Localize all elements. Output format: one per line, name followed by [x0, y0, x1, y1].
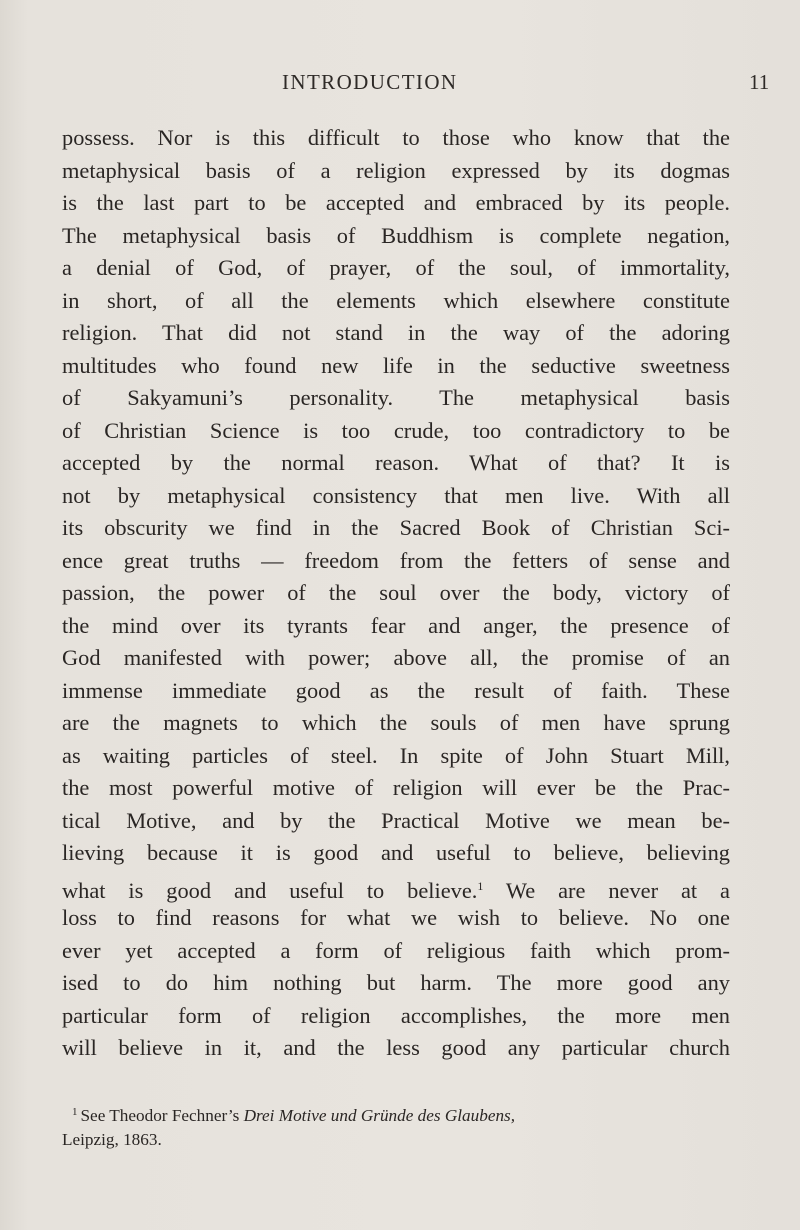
text-line: immense immediate good as the result of faith. These: [62, 677, 730, 703]
text-line: the mind over its tyrants fear and anger, the presence of: [62, 612, 730, 638]
text-segment: what is good and useful to believe.: [62, 877, 478, 903]
text-line: the most powerful motive of religion will ever be the Prac-: [62, 775, 730, 800]
text-line: ever yet accepted a form of religious faith which prom-: [62, 937, 730, 963]
text-line: possess. Nor is this difficult to those who know that the: [62, 125, 730, 150]
page-number: 11: [749, 70, 770, 94]
text-line: a denial of God, of prayer, of the soul, of immortality,: [62, 255, 730, 280]
text-line: metaphysical basis of a religion expressed by its dogmas: [62, 157, 730, 183]
text-line: loss to find reasons for what we wish to believe. No one: [62, 905, 730, 930]
footnote-reference[interactable]: 1: [477, 878, 484, 893]
footnote-line: [62, 1100, 730, 1128]
text-line: ence great truths — freedom from the fetters of sense and: [62, 547, 730, 573]
text-line: tical Motive, and by the Practical Motive we mean be-: [62, 807, 730, 833]
text-line: multitudes who found new life in the seductive sweetness: [62, 352, 730, 378]
text-line: its obscurity we find in the Sacred Book of Christian Sci-: [62, 515, 730, 540]
text-line: particular form of religion accomplishes, the more men: [62, 1002, 730, 1028]
text-line-with-footnote-ref: [62, 870, 730, 903]
footnote-prefix: See Theodor Fechner’s: [80, 1106, 244, 1125]
text-segment: We are never at a: [483, 877, 730, 903]
text-line: passion, the power of the soul over the body, victory of: [62, 580, 730, 605]
text-line: ised to do him nothing but harm. The more good any: [62, 970, 730, 995]
text-line: God manifested with power; above all, the promise of an: [62, 645, 730, 670]
footnote-mark: 1: [72, 1106, 78, 1118]
text-line: accepted by the normal reason. What of that? It is: [62, 450, 730, 475]
text-line: are the magnets to which the souls of men have sprung: [62, 710, 730, 735]
text-line: of Christian Science is too crude, too contradictory to be: [62, 417, 730, 443]
body-text: [62, 122, 730, 1065]
text-line: in short, of all the elements which elsewhere constitute: [62, 287, 730, 313]
text-line: is the last part to be accepted and embraced by its people.: [62, 190, 730, 215]
text-line: The metaphysical basis of Buddhism is complete negation,: [62, 222, 730, 248]
running-title: INTRODUCTION: [282, 70, 458, 94]
text-line: as waiting particles of steel. In spite of John Stuart Mill,: [62, 742, 730, 768]
text-line: religion. That did not stand in the way of the adoring: [62, 320, 730, 345]
text-line: of Sakyamuni’s personality. The metaphysical basis: [62, 385, 730, 410]
page-header: [0, 70, 800, 100]
footnote-continuation: Leipzig, 1863.: [62, 1130, 162, 1149]
text-line: not by metaphysical consistency that men live. With all: [62, 482, 730, 508]
footnote: [62, 1100, 730, 1152]
text-line: will believe in it, and the less good any particular church: [62, 1035, 730, 1060]
text-line: lieving because it is good and useful to believe, believing: [62, 840, 730, 865]
footnote-book-title: Drei Motive und Gründe des Glaubens,: [243, 1106, 516, 1125]
